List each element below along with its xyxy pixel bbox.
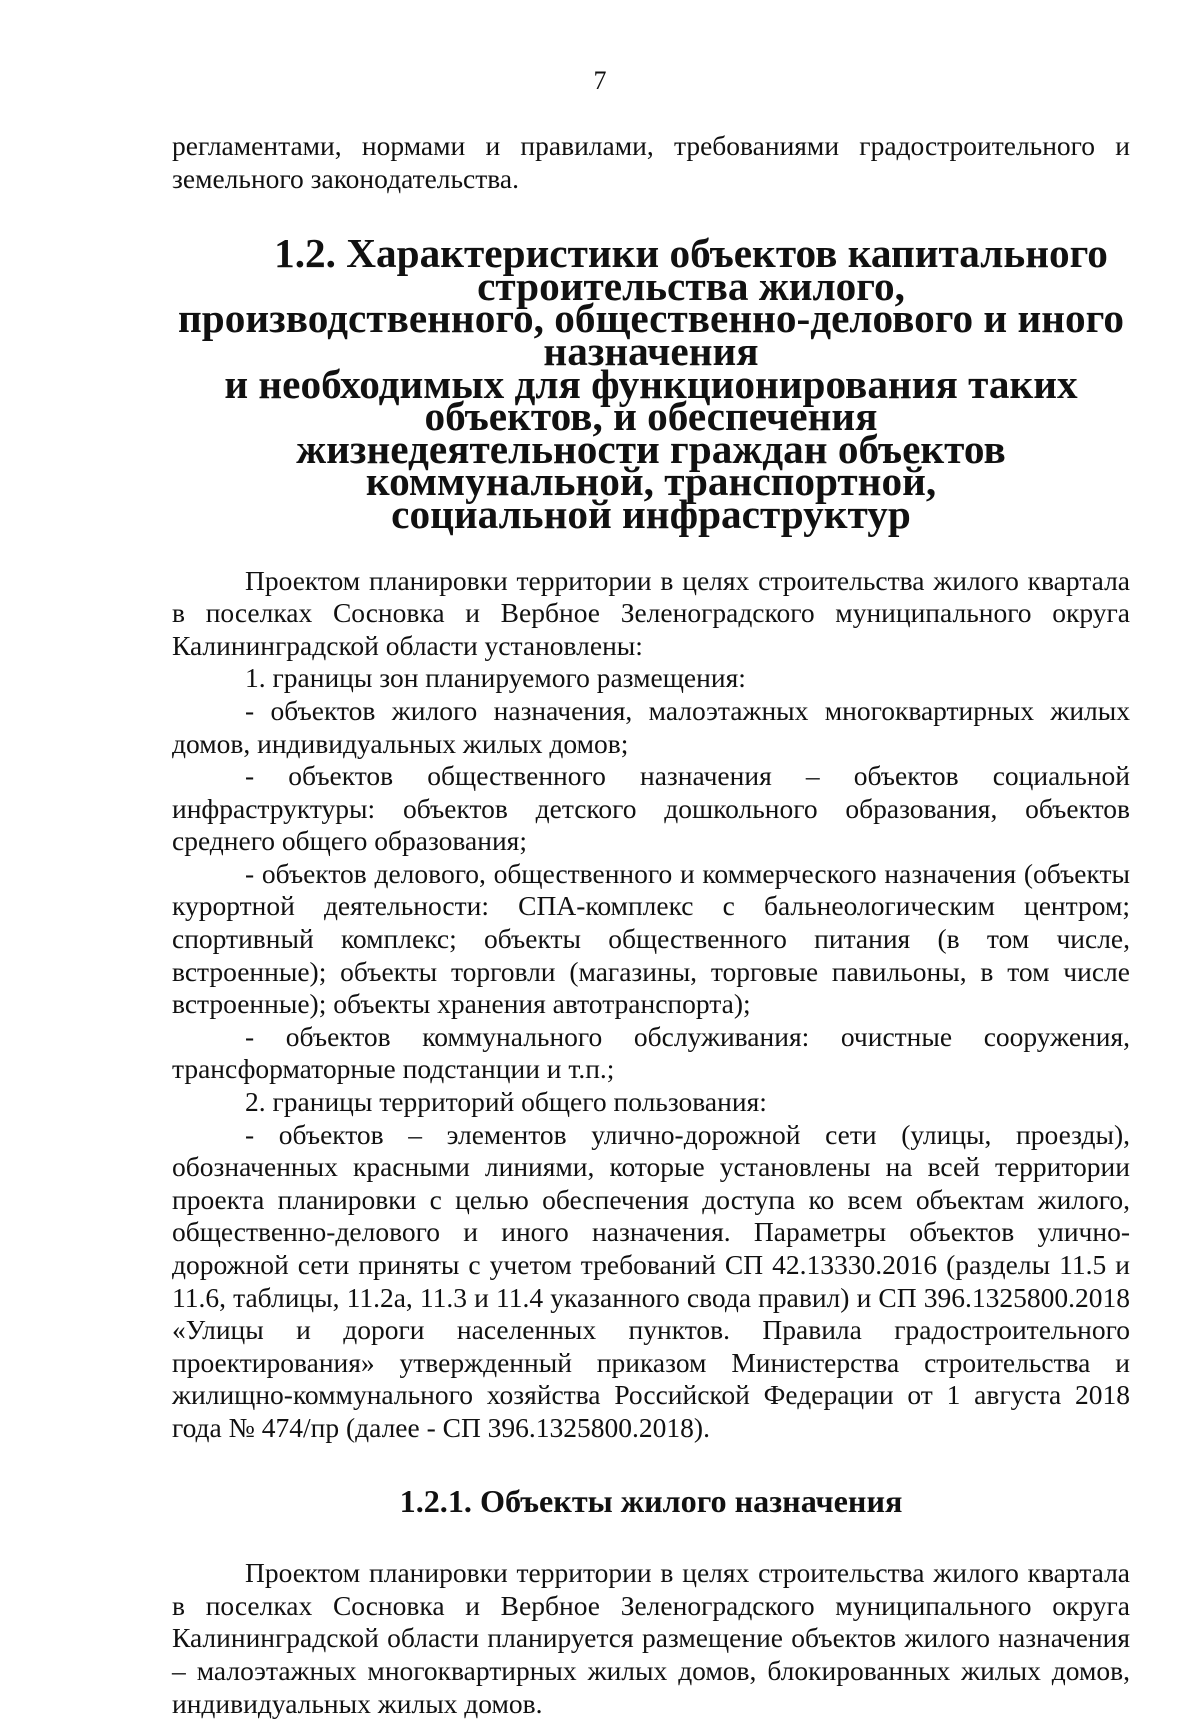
- section-paragraph: - объектов жилого назначения, малоэтажных многоквартирных жилых домов, индивидуальных жилых домов;: [172, 694, 1130, 759]
- section-paragraph: - объектов – элементов улично-дорожной сети (улицы, проезды), обозначенных красными линиями, которые установлены на всей территории проекта планировки с целью обеспечения доступа ко всем объектам жилого, общественно-делового и иного назначения. Параметры объектов улично-дорожной сети приняты с учетом требований СП 42.13330.2016 (разделы 11.5 и 11.6, таблицы, 11.2а, 11.3 и 11.4 указанного свода правил) и СП 396.1325800.2018 «Улицы и дороги населенных пунктов. Правила градостроительного проектирования» утвержденный приказом Министерства строительства и жилищно-коммунального хозяйства Российской Федерации от 1 августа 2018 года № 474/пр (далее - СП 396.1325800.2018).: [172, 1118, 1130, 1443]
- section-heading-line: 1.2. Характеристики объектов капитального строительства жилого,: [274, 230, 1108, 309]
- section-heading-line: социальной инфраструктур: [391, 490, 911, 537]
- section-heading-line: жизнедеятельности граждан объектов коммунальной, транспортной,: [296, 425, 1006, 505]
- page-number: 7: [593, 66, 607, 95]
- section-heading-line: и необходимых для функционирования таких объектов, и обеспечения: [224, 360, 1078, 440]
- document-body: [172, 130, 1130, 1720]
- subsection-paragraph: Проектом планировки территории в целях строительства жилого квартала в поселках Сосновка и Вербное Зеленоградского муниципального округа Калининградской области планируется размещение объектов жилого назначения – малоэтажных многоквартирных жилых домов, блокированных жилых домов, индивидуальных жилых домов.: [172, 1557, 1130, 1719]
- section-heading-line: производственного, общественно-делового и иного назначения: [178, 295, 1124, 374]
- section-paragraph: 1. границы зон планируемого размещения:: [245, 662, 746, 694]
- section-paragraph: 2. границы территорий общего пользования:: [245, 1086, 767, 1118]
- intro-paragraph: регламентами, нормами и правилами, требованиями градостроительного и земельного законодательства.: [172, 130, 1130, 194]
- section-paragraph: - объектов общественного назначения – объектов социальной инфраструктуры: объектов детского дошкольного образования, объектов среднего общего образования;: [172, 760, 1130, 857]
- section-paragraph: Проектом планировки территории в целях строительства жилого квартала в поселках Сосновка и Вербное Зеленоградского муниципального округа Калининградской области установлены:: [172, 564, 1130, 661]
- section-paragraph: - объектов коммунального обслуживания: очистные сооружения, трансформаторные подстанции и т.п.;: [172, 1020, 1130, 1085]
- subsection-heading: 1.2.1. Объекты жилого назначения: [399, 1482, 903, 1519]
- section-heading: [172, 230, 1130, 537]
- section-paragraph: - объектов делового, общественного и коммерческого назначения (объекты курортной деятельности: СПА-комплекс с бальнеологическим центром; спортивный комплекс; объекты общественного питания (в том числе, встроенные); объекты торговли (магазины, торговые павильоны, в том числе встроенные); объекты хранения автотранспорта);: [172, 857, 1130, 1020]
